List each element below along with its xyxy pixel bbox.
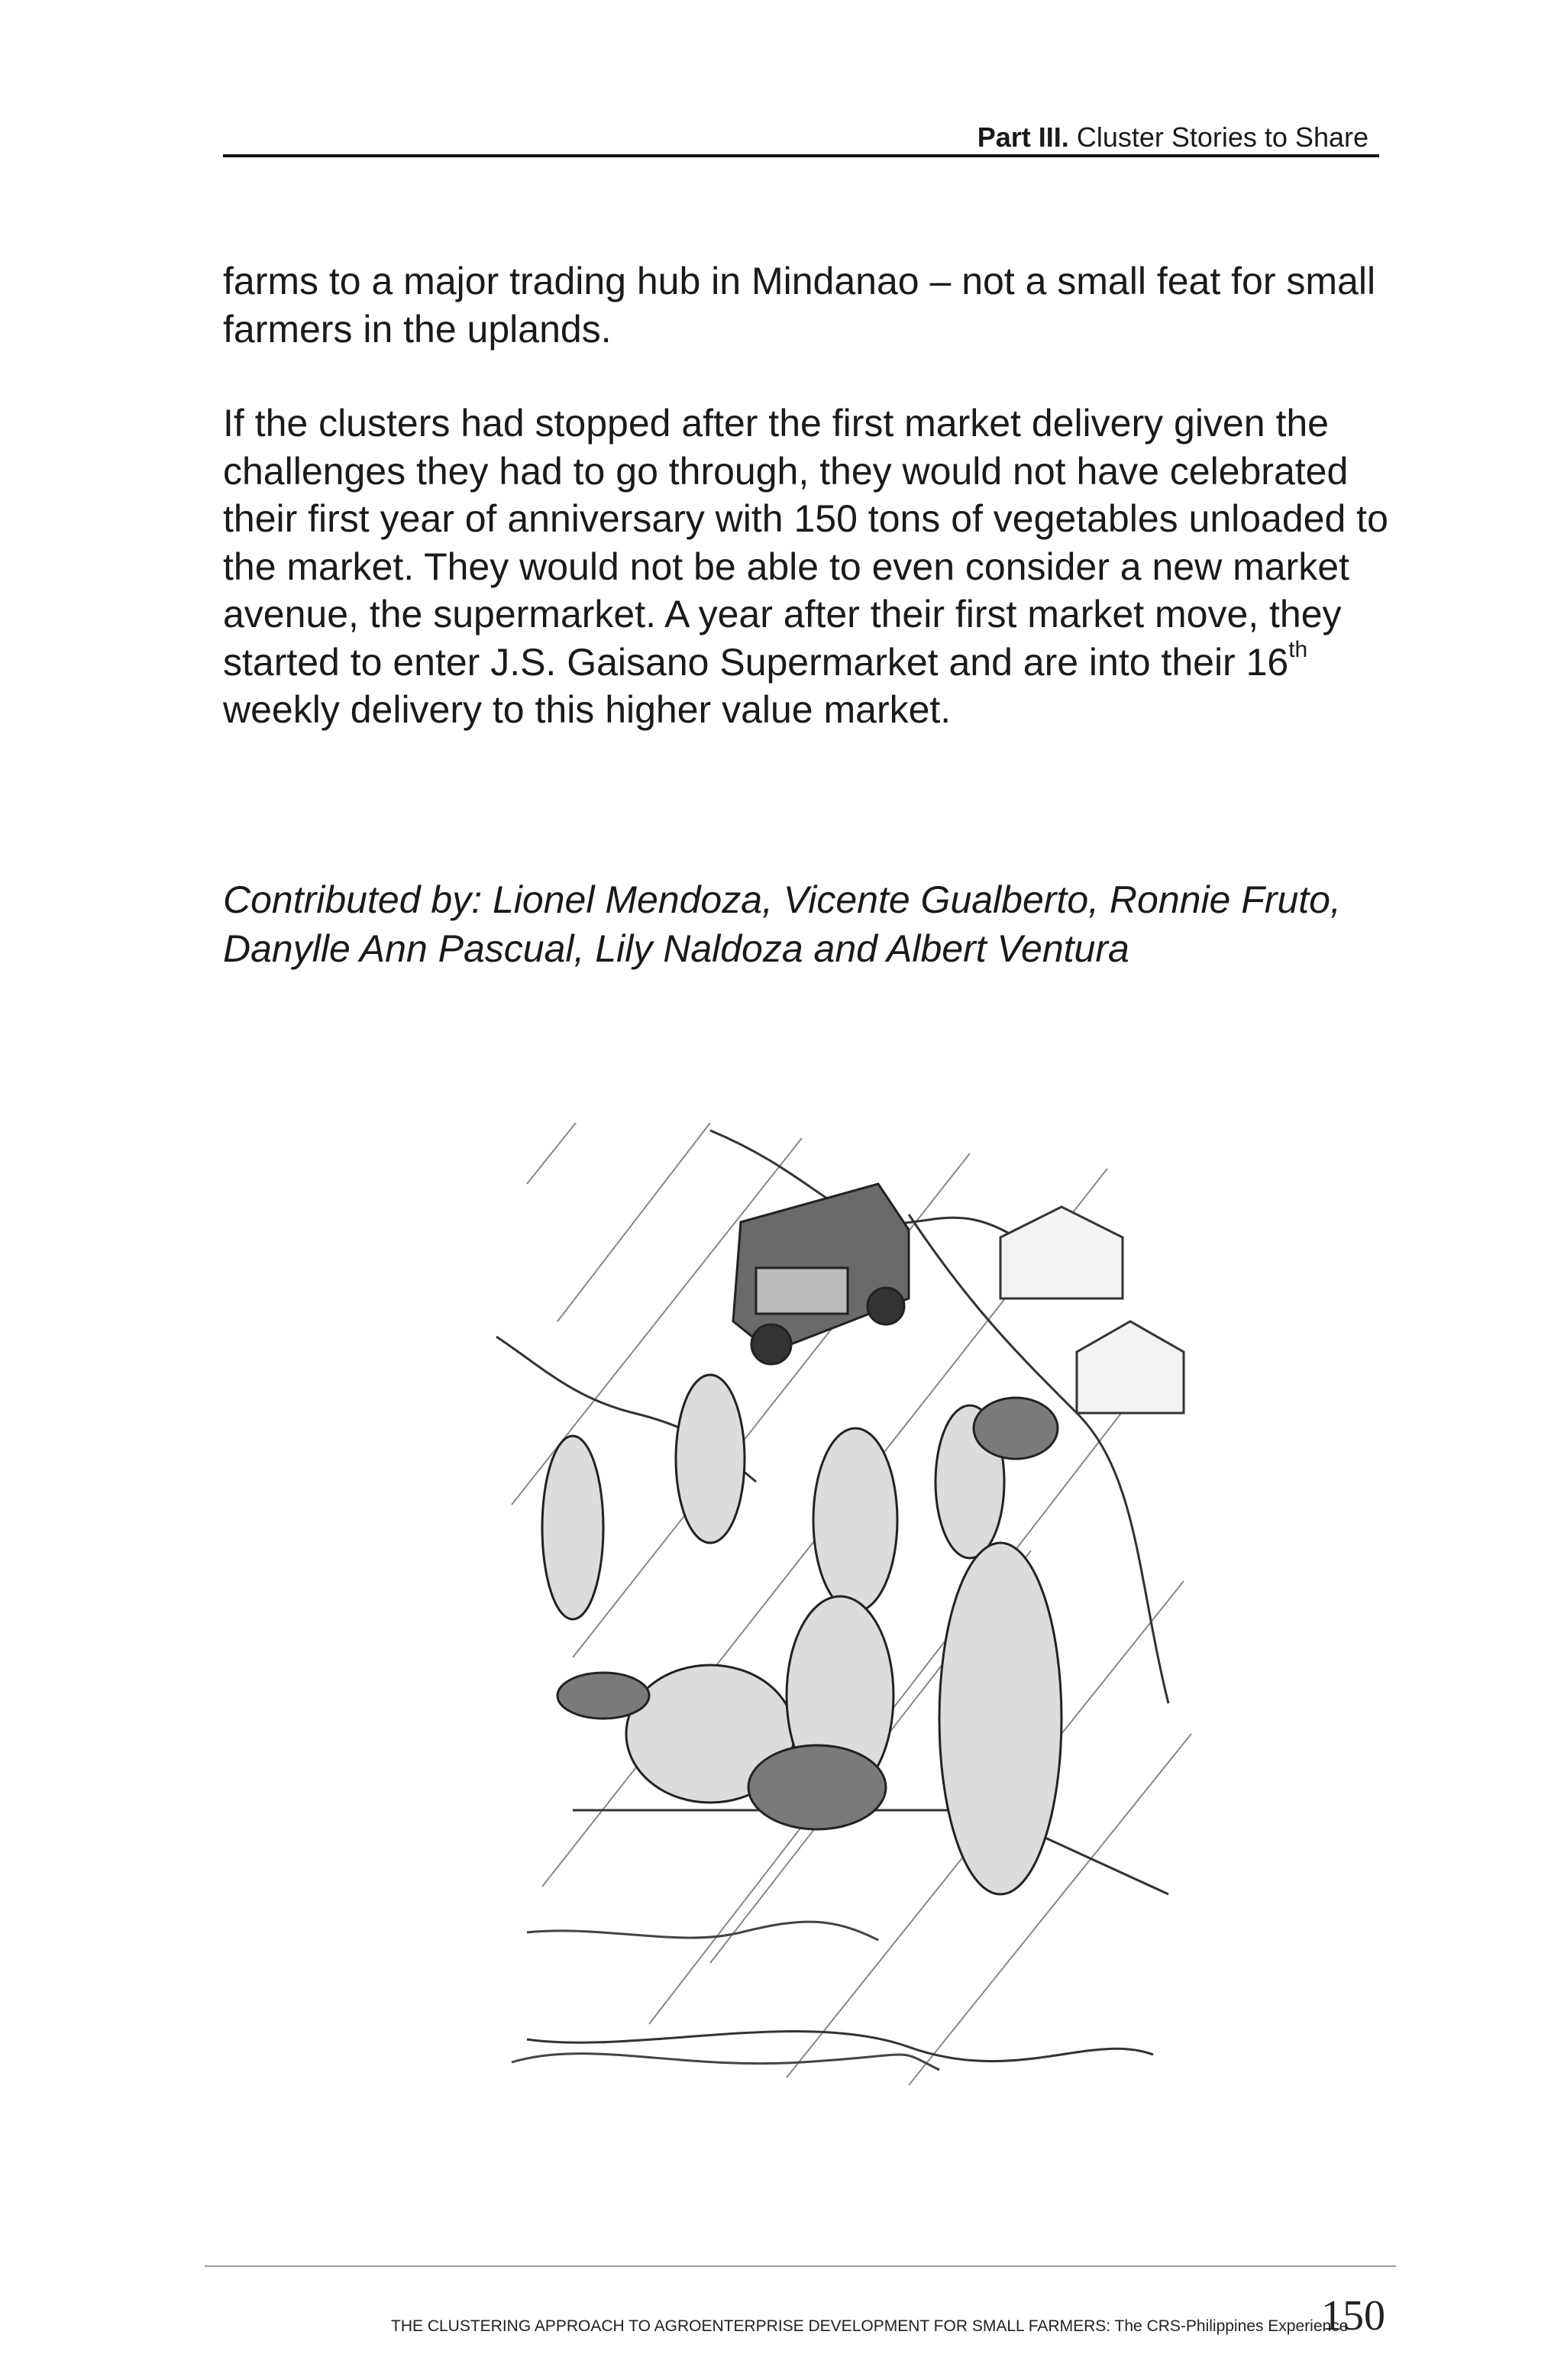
ordinal-suffix: th [1288,636,1308,662]
contributors-credit: Contributed by: Lionel Mendoza, Vicente Gualberto, Ronnie Fruto, Danylle Ann Pascual, Lily Naldoza and Albert Ventura [223,878,1341,970]
puddle-edge-2 [512,2054,939,2070]
house-1 [1000,1207,1123,1298]
truck [733,1184,909,1364]
road-edge-bottom [527,2032,1153,2061]
footer-rule [205,2265,1396,2267]
footer-book-title: THE CLUSTERING APPROACH TO AGROENTERPRISE DEVELOPMENT FOR SMALL FARMERS: The CRS-Philippines Experience [391,2317,1349,2335]
puddle-edge [527,1922,878,1940]
farmers-road-illustration [481,1123,1199,2108]
paragraph-2-text-end: weekly delivery to this higher value market. [223,688,952,731]
header-part-label: Part III. [977,121,1069,153]
body-paragraph-2 [223,399,1414,734]
header-section-title: Cluster Stories to Share [1076,121,1368,153]
running-header [223,116,1379,157]
header-text [978,121,1368,154]
body-paragraph-1: farms to a major trading hub in Mindanao – not a small feat for small farmers in the uplands. [223,260,1376,351]
house-2 [1077,1321,1184,1413]
page-number: 150 [1321,2292,1385,2340]
paragraph-2-text-start: If the clusters had stopped after the first market delivery given the challenges they had to go through, they would not have celebrated their first year of anniversary with 150 tons of vegetables unloaded to the market. They would not be able to even consider a new market avenue, the supermarket. A year after their first market move, they started to enter J.S. Gaisano Supermarket and are into their 16 [223,402,1388,684]
road-crack-lower [573,1810,1168,1894]
